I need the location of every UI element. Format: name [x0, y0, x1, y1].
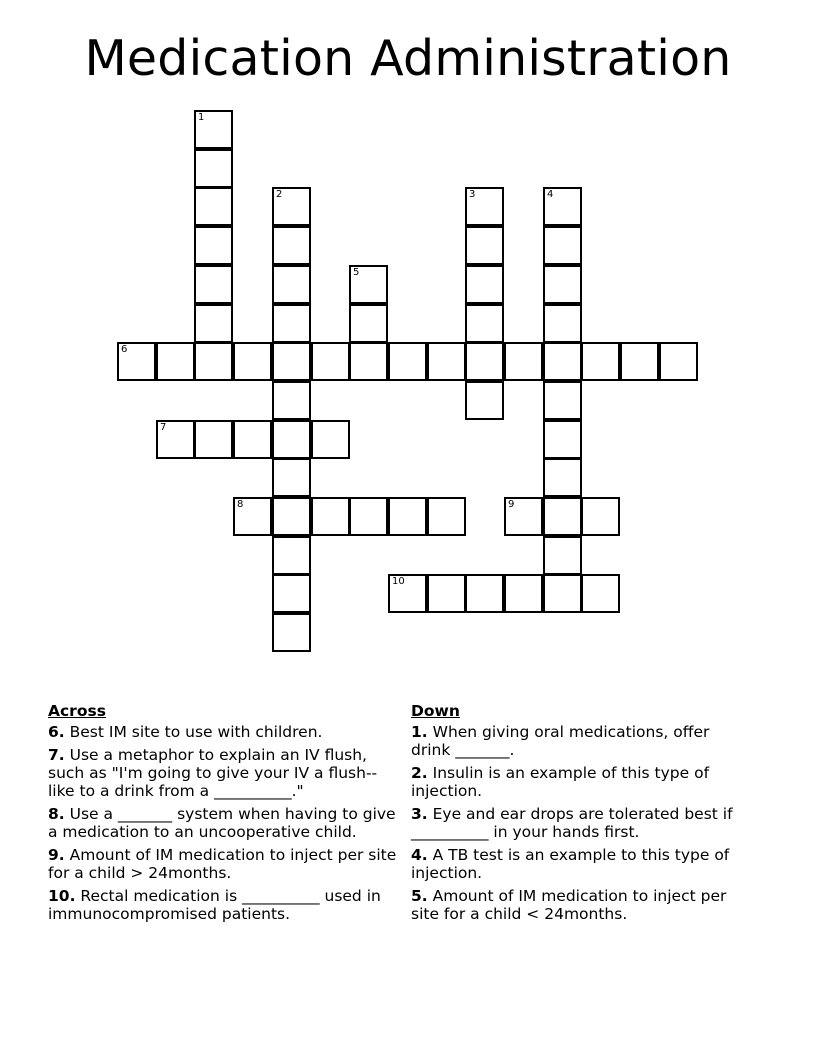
- clue-down-2: [411, 764, 751, 800]
- grid-cell[interactable]: [504, 497, 543, 536]
- clue-across-10: [48, 887, 403, 923]
- grid-cell[interactable]: [272, 381, 311, 420]
- grid-cell[interactable]: [427, 342, 466, 381]
- grid-cell[interactable]: [581, 342, 620, 381]
- grid-cell[interactable]: [156, 342, 195, 381]
- grid-cell[interactable]: [194, 187, 233, 226]
- grid-cell[interactable]: [504, 342, 543, 381]
- grid-cell[interactable]: [388, 497, 427, 536]
- clue-number-label: 10: [392, 576, 405, 587]
- grid-cell[interactable]: [620, 342, 659, 381]
- grid-cell[interactable]: [543, 187, 582, 226]
- grid-cell[interactable]: [465, 226, 504, 265]
- grid-cell[interactable]: [194, 149, 233, 188]
- grid-cell[interactable]: [272, 304, 311, 343]
- down-heading: Down: [411, 702, 460, 720]
- grid-cell[interactable]: [349, 265, 388, 304]
- grid-cell[interactable]: [272, 187, 311, 226]
- clue-down-4: [411, 846, 751, 882]
- grid-cell[interactable]: [659, 342, 698, 381]
- grid-cell[interactable]: [194, 342, 233, 381]
- grid-cell[interactable]: [543, 342, 582, 381]
- clue-down-3: [411, 805, 751, 841]
- grid-cell[interactable]: [543, 497, 582, 536]
- clue-number-label: 6: [121, 344, 128, 355]
- grid-cell[interactable]: [194, 265, 233, 304]
- clue-text: Rectal medication is __________ used in immunocompromised patients.: [48, 887, 381, 923]
- grid-cell[interactable]: [465, 265, 504, 304]
- down-clues: [411, 702, 751, 928]
- grid-cell[interactable]: [543, 304, 582, 343]
- clue-text: Insulin is an example of this type of injection.: [411, 764, 710, 800]
- grid-cell[interactable]: [194, 420, 233, 459]
- grid-cell[interactable]: [311, 497, 350, 536]
- grid-cell[interactable]: [272, 265, 311, 304]
- clue-text: Amount of IM medication to inject per site for a child < 24months.: [411, 887, 727, 923]
- clue-across-6: [48, 723, 403, 741]
- clue-number: 6.: [48, 723, 65, 741]
- clue-across-9: [48, 846, 403, 882]
- grid-cell[interactable]: [349, 342, 388, 381]
- grid-cell[interactable]: [427, 574, 466, 613]
- clue-number: 2.: [411, 764, 428, 782]
- clue-number: 10.: [48, 887, 76, 905]
- clue-down-5: [411, 887, 751, 923]
- grid-cell[interactable]: [543, 226, 582, 265]
- clue-number-label: 7: [160, 422, 167, 433]
- clue-text: A TB test is an example to this type of injection.: [411, 846, 730, 882]
- grid-cell[interactable]: [543, 574, 582, 613]
- grid-cell[interactable]: [117, 342, 156, 381]
- clue-text: When giving oral medications, offer drink _______.: [411, 723, 710, 759]
- grid-cell[interactable]: [465, 342, 504, 381]
- grid-cell[interactable]: [543, 536, 582, 575]
- grid-cell[interactable]: [349, 304, 388, 343]
- clue-number: 1.: [411, 723, 428, 741]
- clue-number-label: 8: [237, 499, 244, 510]
- grid-cell[interactable]: [272, 420, 311, 459]
- across-heading: Across: [48, 702, 106, 720]
- grid-cell[interactable]: [465, 304, 504, 343]
- grid-cell[interactable]: [272, 574, 311, 613]
- grid-cell[interactable]: [465, 381, 504, 420]
- grid-cell[interactable]: [272, 613, 311, 652]
- grid-cell[interactable]: [156, 420, 195, 459]
- clue-number-label: 3: [469, 189, 476, 200]
- grid-cell[interactable]: [543, 458, 582, 497]
- clue-text: Use a metaphor to explain an IV flush, such as "I'm going to give your IV a flush-- like to a drink from a __________.": [48, 746, 378, 800]
- grid-cell[interactable]: [543, 265, 582, 304]
- grid-cell[interactable]: [272, 536, 311, 575]
- grid-cell[interactable]: [388, 574, 427, 613]
- grid-cell[interactable]: [349, 497, 388, 536]
- clue-number-label: 5: [353, 267, 360, 278]
- clue-number: 8.: [48, 805, 65, 823]
- clue-text: Use a _______ system when having to give a medication to an uncooperative child.: [48, 805, 396, 841]
- clue-number-label: 4: [547, 189, 554, 200]
- clue-number: 3.: [411, 805, 428, 823]
- grid-cell[interactable]: [194, 110, 233, 149]
- grid-cell[interactable]: [543, 420, 582, 459]
- clue-number-label: 2: [276, 189, 283, 200]
- grid-cell[interactable]: [272, 342, 311, 381]
- grid-cell[interactable]: [233, 342, 272, 381]
- grid-cell[interactable]: [233, 497, 272, 536]
- clue-number-label: 1: [198, 112, 205, 123]
- grid-cell[interactable]: [272, 497, 311, 536]
- clue-number: 4.: [411, 846, 428, 864]
- grid-cell[interactable]: [388, 342, 427, 381]
- grid-cell[interactable]: [465, 574, 504, 613]
- clue-text: Amount of IM medication to inject per site for a child > 24months.: [48, 846, 397, 882]
- clue-number: 5.: [411, 887, 428, 905]
- grid-cell[interactable]: [504, 574, 543, 613]
- grid-cell[interactable]: [194, 304, 233, 343]
- page-title: Medication Administration: [84, 30, 732, 87]
- grid-cell[interactable]: [311, 420, 350, 459]
- grid-cell[interactable]: [272, 458, 311, 497]
- grid-cell[interactable]: [311, 342, 350, 381]
- grid-cell[interactable]: [194, 226, 233, 265]
- clue-number-label: 9: [508, 499, 515, 510]
- grid-cell[interactable]: [465, 187, 504, 226]
- clue-across-8: [48, 805, 403, 841]
- clue-across-7: [48, 746, 403, 800]
- clue-text: Eye and ear drops are tolerated best if __________ in your hands first.: [411, 805, 733, 841]
- clue-down-1: [411, 723, 751, 759]
- grid-cell[interactable]: [427, 497, 466, 536]
- clue-number: 7.: [48, 746, 65, 764]
- grid-cell[interactable]: [543, 381, 582, 420]
- grid-cell[interactable]: [581, 497, 620, 536]
- grid-cell[interactable]: [581, 574, 620, 613]
- grid-cell[interactable]: [233, 420, 272, 459]
- clue-number: 9.: [48, 846, 65, 864]
- grid-cell[interactable]: [272, 226, 311, 265]
- clue-text: Best IM site to use with children.: [69, 723, 323, 741]
- across-clues: [48, 702, 403, 928]
